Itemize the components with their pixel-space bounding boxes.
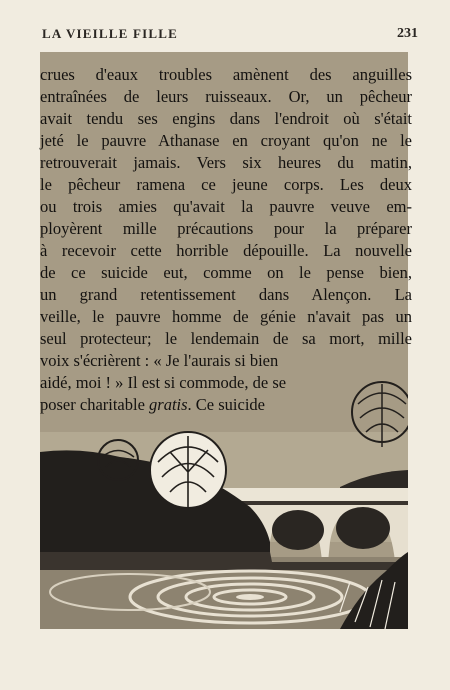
text-run: . Ce suicide bbox=[187, 395, 265, 414]
text-line: un grand retentissement dans Alençon. La bbox=[40, 285, 412, 304]
text-line: le pêcheur ramena ce jeune corps. Les deux bbox=[40, 175, 412, 194]
text-line: aidé, moi ! » Il est si commode, de se bbox=[40, 373, 287, 392]
text-line: voix s'écrièrent : « Je l'aurais si bien bbox=[40, 351, 279, 370]
text-run: poser charitable bbox=[40, 395, 150, 414]
text-line: de ce suicide eut, comme on le pense bien, bbox=[40, 263, 412, 282]
text-line: entraînées de leurs ruisseaux. Or, un pêcheur bbox=[40, 87, 412, 106]
text-line: ployèrent mille précautions pour la préparer bbox=[40, 219, 412, 238]
text-line: à recevoir cette horrible dépouille. La nouvelle bbox=[40, 241, 412, 260]
text-line-final bbox=[40, 394, 412, 416]
body-text bbox=[40, 64, 412, 416]
text-line: retrouverait jamais. Vers six heures du matin, bbox=[40, 153, 412, 172]
text-line: ou trois amies qu'avait la pauvre veuve em- bbox=[40, 197, 412, 216]
text-line: veille, le pauvre homme de génie n'avait pas un bbox=[40, 307, 412, 326]
italic-word: gratis bbox=[149, 395, 188, 414]
text-line: seul protecteur; le lendemain de sa mort, mille bbox=[40, 329, 412, 348]
running-title: LA VIEILLE FILLE bbox=[42, 26, 179, 41]
text-line: jeté le pauvre Athanase en croyant qu'on ne le bbox=[40, 131, 412, 150]
page-number: 231 bbox=[397, 26, 418, 41]
text-line: crues d'eaux troubles amènent des anguilles bbox=[40, 65, 412, 84]
page-header bbox=[42, 26, 418, 46]
text-line: avait tendu ses engins dans l'endroit où s'était bbox=[40, 109, 412, 128]
